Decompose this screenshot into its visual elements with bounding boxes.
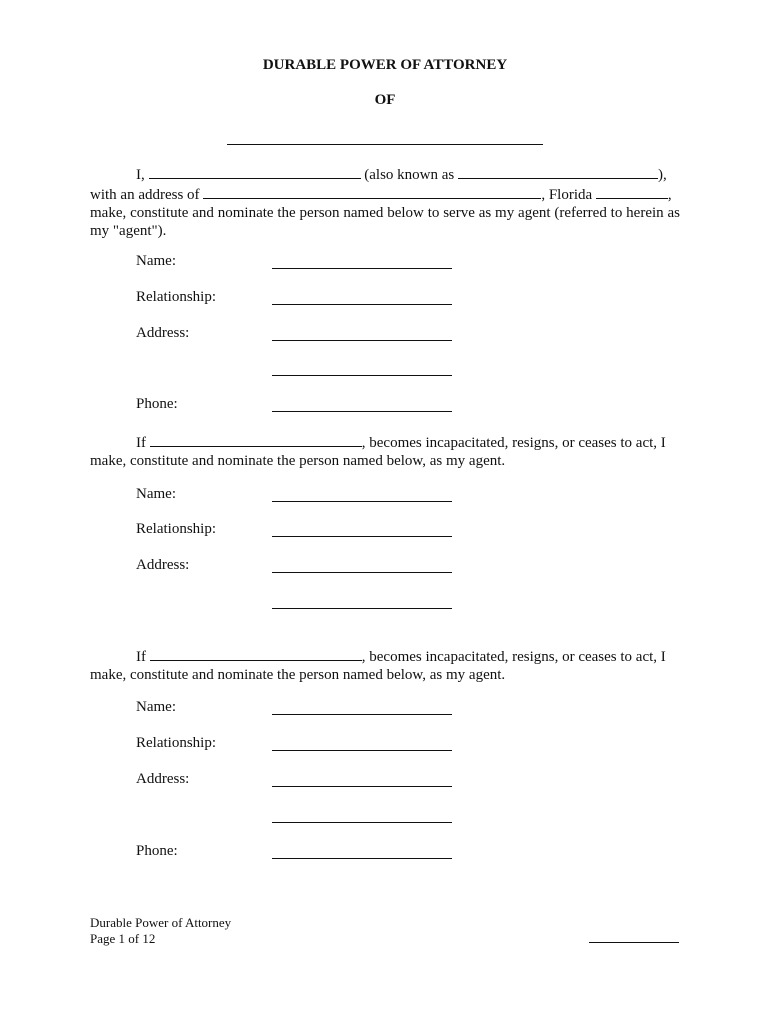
successor1-agent-blank[interactable] bbox=[150, 432, 362, 447]
agent2-address-field-1[interactable] bbox=[272, 572, 452, 573]
aka-blank[interactable] bbox=[458, 164, 658, 179]
intro-line-1 bbox=[90, 164, 680, 184]
agent1-name-label: Name: bbox=[136, 253, 176, 269]
agent2-name-field[interactable] bbox=[272, 501, 452, 502]
successor1-nominate-text: make, constitute and nominate the person named below, as my agent. bbox=[90, 453, 506, 469]
agent2-name-label: Name: bbox=[136, 486, 176, 502]
agent3-phone-field[interactable] bbox=[272, 858, 452, 859]
successor2-agent-blank[interactable] bbox=[150, 646, 362, 661]
agent3-relationship-field[interactable] bbox=[272, 750, 452, 751]
address-text: with an address of bbox=[90, 187, 200, 203]
footer-page-number: Page 1 of 12 bbox=[90, 931, 156, 946]
aka-text: (also known as bbox=[364, 167, 455, 183]
agent1-address-label: Address: bbox=[136, 325, 190, 341]
principal-name-line[interactable] bbox=[227, 144, 543, 145]
agent3-name-label: Name: bbox=[136, 699, 176, 715]
footer bbox=[90, 915, 231, 947]
agent1-relationship-label: Relationship: bbox=[136, 289, 216, 305]
principal-name-blank[interactable] bbox=[149, 164, 361, 179]
agent1-relationship-field[interactable] bbox=[272, 304, 452, 305]
document-title: DURABLE POWER OF ATTORNEY bbox=[262, 57, 508, 73]
successor2-nominate-text: make, constitute and nominate the person named below, as my agent. bbox=[90, 667, 506, 683]
agent3-phone-label: Phone: bbox=[136, 843, 178, 859]
agent3-name-field[interactable] bbox=[272, 714, 452, 715]
successor2-incapacity-text: , becomes incapacitated, resigns, or ceases to act, I bbox=[361, 649, 666, 665]
agent3-relationship-label: Relationship: bbox=[136, 735, 216, 751]
agent1-address-field-2[interactable] bbox=[272, 375, 452, 376]
agent3-address-label: Address: bbox=[136, 771, 190, 787]
i-word: I, bbox=[136, 167, 145, 183]
successor2-if: If bbox=[136, 649, 146, 665]
florida-blank[interactable] bbox=[596, 184, 668, 199]
agent2-address-label: Address: bbox=[136, 557, 190, 573]
florida-end: , bbox=[667, 187, 672, 203]
successor2-paragraph bbox=[90, 646, 680, 684]
successor2-line-1 bbox=[90, 646, 680, 666]
florida-text: , Florida bbox=[541, 187, 593, 203]
agent2-relationship-field[interactable] bbox=[272, 536, 452, 537]
footer-doc-name: Durable Power of Attorney bbox=[90, 915, 232, 930]
agent1-phone-label: Phone: bbox=[136, 396, 178, 412]
nominate-text: make, constitute and nominate the person named below to serve as my agent (referred to herein as my "agent"). bbox=[90, 205, 680, 239]
successor1-if: If bbox=[136, 435, 146, 451]
agent1-name-field[interactable] bbox=[272, 268, 452, 269]
principal-address-blank[interactable] bbox=[203, 184, 541, 199]
agent3-address-field-1[interactable] bbox=[272, 786, 452, 787]
agent1-phone-field[interactable] bbox=[272, 411, 452, 412]
successor1-paragraph bbox=[90, 432, 680, 470]
agent3-address-field-2[interactable] bbox=[272, 822, 452, 823]
intro-line-2 bbox=[90, 184, 680, 204]
intro-paragraph bbox=[90, 164, 680, 240]
agent2-address-field-2[interactable] bbox=[272, 608, 452, 609]
initials-line[interactable] bbox=[589, 942, 679, 943]
of-label: OF bbox=[374, 92, 396, 108]
agent1-address-field-1[interactable] bbox=[272, 340, 452, 341]
successor1-line-1 bbox=[90, 432, 680, 452]
agent2-relationship-label: Relationship: bbox=[136, 521, 216, 537]
aka-close: ), bbox=[658, 167, 667, 183]
successor1-incapacity-text: , becomes incapacitated, resigns, or ceases to act, I bbox=[361, 435, 666, 451]
